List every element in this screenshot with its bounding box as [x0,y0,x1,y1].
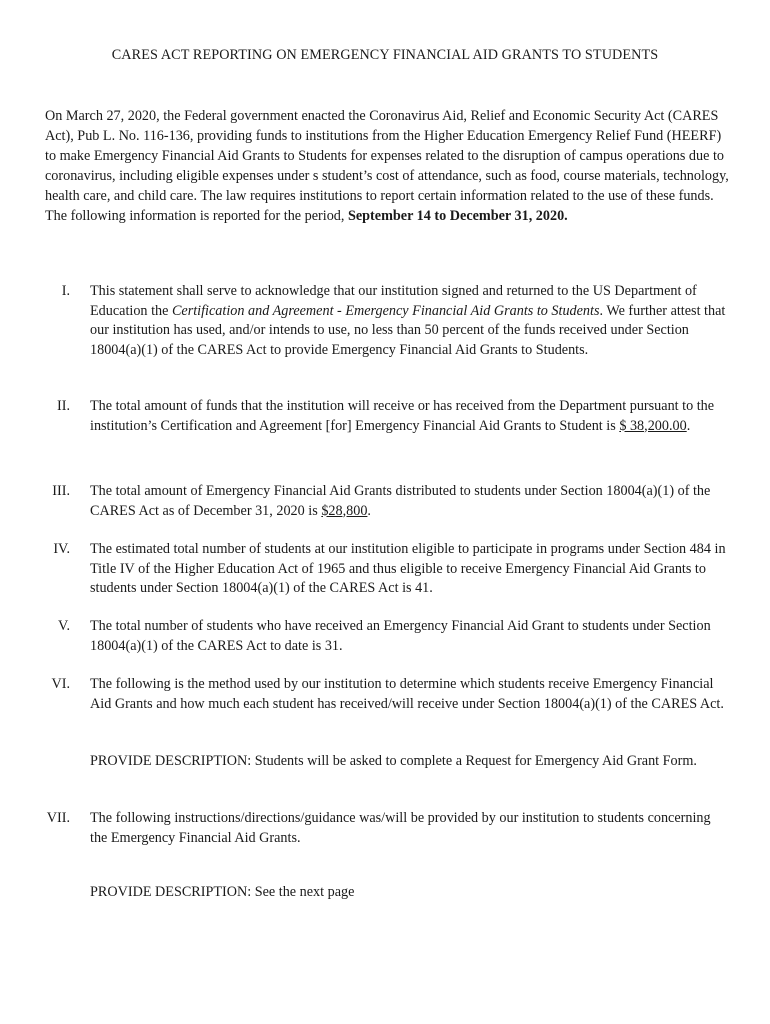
intro-paragraph [45,106,735,226]
item-text: The estimated total number of students at our institution eligible to participate in programs under Section 484 in Title IV of the Higher Education Act of 1965 and thus eligible to receive Emergency Financial Aid Grants to students under Section 18004(a)(1) of the CARES Act is 41. [90,541,726,596]
item-text: The following instructions/directions/guidance was/will be provided by our institution to students concerning the Emergency Financial Aid Grants. [90,810,711,846]
item-text: The total number of students who have received an Emergency Financial Aid Grant to students under Section 18004(a)(1) of the CARES Act to date is 31. [90,618,711,654]
item-number: V. [58,618,70,634]
item-number: I. [61,283,70,299]
reporting-period: September 14 to December 31, 2020. [347,208,568,224]
distributed-amount: $28,800 [321,502,368,519]
item-description: PROVIDE DESCRIPTION: Students will be asked to complete a Request for Emergency Aid Grant Form. [90,753,697,769]
document-title: CARES ACT REPORTING ON EMERGENCY FINANCIAL AID GRANTS TO STUDENTS [111,47,659,63]
item-number: III. [52,483,70,499]
item-text: The following is the method used by our institution to determine which students receive Emergency Financial Aid Grants and how much each student has received/will receive under Section 18004(a)(1) of the CARES Act. [90,676,724,712]
item-text: The total amount of Emergency Financial Aid Grants distributed to students under Section 18004(a)(1) of the CARES Act as of December 31, 2020 is $28,800. [90,483,711,519]
total-funds-amount: $ 38,200.00 [619,417,687,434]
item-description: PROVIDE DESCRIPTION: See the next page [90,884,355,900]
item-number: VI. [51,676,70,692]
item-number: II. [57,398,70,414]
agreement-title: Certification and Agreement - Emergency Financial Aid Grants to Students [171,302,600,319]
item-number: IV. [53,541,70,557]
item-number: VII. [46,810,70,826]
item-text: The total amount of funds that the institution will receive or has received from the Department pursuant to the institution’s Certification and Agreement [for] Emergency Financial Aid Grants to Student is $ 38,200.00. [90,398,715,434]
intro-text: On March 27, 2020, the Federal government enacted the Coronavirus Aid, Relief and Economic Security Act (CARES Act), Pub L. No. 116-136, providing funds to institutions from the Higher Education Emergency Relief Fund (HEERF) to make Emergency Financial Aid Grants to Students for expenses related to the disruption of campus operations due to coronavirus, including eligible expenses under s student’s cost of attendance, such as food, course materials, technology, health care, and child care. The law requires institutions to report certain information related to the use of these funds. The following information is reported for the period, [45,108,729,224]
item-text: This statement shall serve to acknowledge that our institution signed and returned to the US Department of Education the Certification and Agreement - Emergency Financial Aid Grants to Students. We further attest that our institution has used, and/or intends to use, no less than 50 percent of the funds received under Section 18004(a)(1) of the CARES Act to provide Emergency Financial Aid Grants to Students. [90,283,726,358]
